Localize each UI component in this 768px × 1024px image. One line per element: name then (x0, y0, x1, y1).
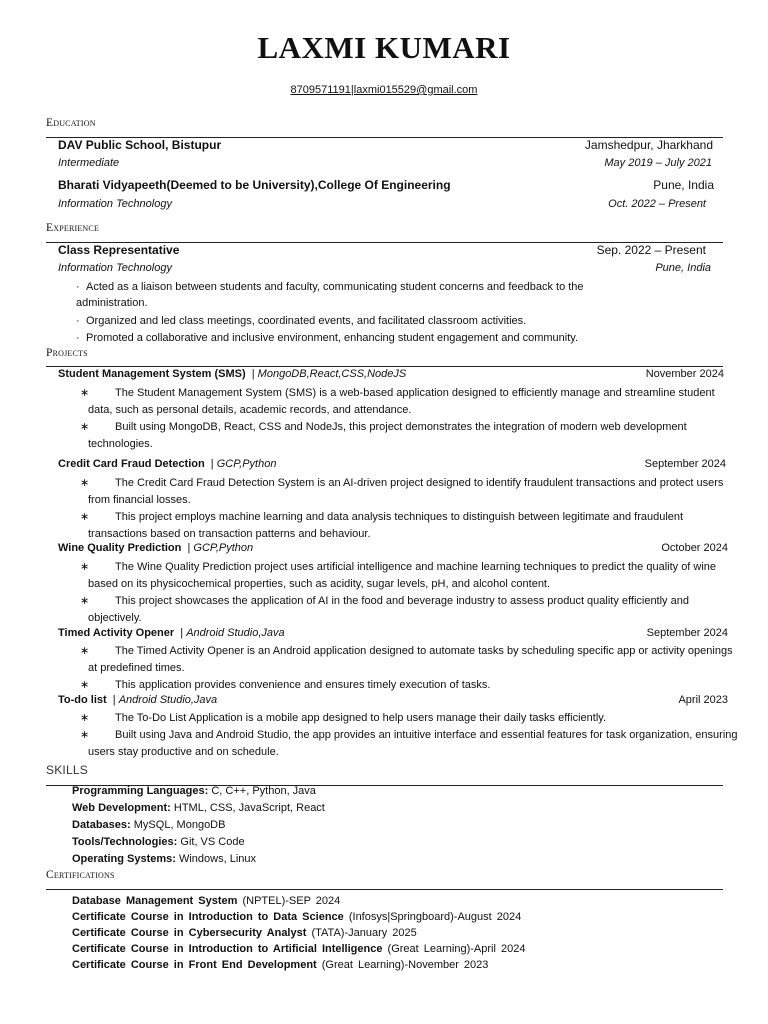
skill-row: Operating Systems: Windows, Linux (72, 853, 257, 865)
education-dates: May 2019 – July 2021 (604, 157, 712, 169)
experience-dates: Sep. 2022 – Present (596, 243, 706, 257)
education-school: Bharati Vidyapeeth(Deemed to be University),College Of Engineering (58, 178, 451, 192)
certification-row: Certificate Course in Introduction to Data Science (Infosys|Springboard)-August 2024 (72, 911, 522, 923)
project-bullet: The To-Do List Application is a mobile app designed to help users manage their daily tasks efficiently. (115, 712, 606, 724)
experience-org: Information Technology (58, 262, 172, 274)
contact-line (0, 84, 768, 96)
section-rule (46, 366, 723, 367)
skill-row: Programming Languages: C, C++, Python, Java (72, 785, 316, 797)
project-header: Wine Quality Prediction | GCP,Python (58, 542, 254, 554)
experience-role: Class Representative (58, 243, 180, 257)
section-heading-certifications: Certifications (46, 869, 115, 881)
project-date: September 2024 (644, 458, 726, 470)
project-bullet: This project showcases the application of AI in the food and beverage industry to assess product quality efficiently and objectively. (88, 595, 689, 624)
section-heading-experience: Experience (46, 222, 100, 234)
project-bullet: The Timed Activity Opener is an Android application designed to automate tasks by scheduling specific app or activity openings at predefined times. (88, 645, 733, 674)
education-degree: Information Technology (58, 198, 172, 210)
bullet-icon: ∗ (80, 595, 90, 607)
education-location: Jamshedpur, Jharkhand (584, 138, 713, 152)
bullet-icon: ∗ (80, 679, 90, 691)
bullet-icon: ∗ (80, 421, 90, 433)
skill-row: Tools/Technologies: Git, VS Code (72, 836, 245, 848)
project-header: To-do list | Android Studio,Java (58, 694, 218, 706)
project-bullet: Built using MongoDB, React, CSS and NodeJs, this project demonstrates the integration of modern web development technologies. (88, 421, 687, 450)
project-bullet: The Wine Quality Prediction project uses artificial intelligence and machine learning techniques to predict the quality of wine based on its physicochemical properties, such as acidity, sugar levels, pH, and alcohol content. (88, 561, 717, 590)
project-date: April 2023 (678, 694, 728, 706)
certification-row: Certificate Course in Cybersecurity Analyst (TATA)-January 2025 (72, 927, 417, 939)
project-bullet: This application provides convenience and ensures timely execution of tasks. (115, 679, 491, 691)
education-location: Pune, India (653, 178, 714, 192)
contact-separator: | (350, 84, 354, 96)
phone-link[interactable]: 8709571191 (290, 84, 351, 96)
certification-row: Certificate Course in Introduction to Artificial Intelligence (Great Learning)-April 2024 (72, 943, 526, 955)
project-bullet: This project employs machine learning and data analysis techniques to distinguish between legitimate and fraudulent transactions based on transaction patterns and behaviour. (88, 511, 684, 540)
project-date: September 2024 (646, 627, 728, 639)
bullet-icon: ∗ (80, 712, 90, 724)
experience-bullet: · Organized and led class meetings, coordinated events, and facilitated classroom activities. (76, 315, 527, 327)
section-heading-projects: Projects (46, 347, 88, 359)
bullet-icon: ∗ (80, 645, 90, 657)
section-heading-skills: SKILLS (46, 763, 88, 777)
experience-location: Pune, India (655, 262, 711, 274)
experience-bullet: · Promoted a collaborative and inclusive environment, enhancing student engagement and community. (76, 332, 579, 344)
education-school: DAV Public School, Bistupur (58, 138, 222, 152)
bullet-icon: ∗ (80, 561, 90, 573)
certification-row: Certificate Course in Front End Development (Great Learning)-November 2023 (72, 959, 489, 971)
project-bullet: The Credit Card Fraud Detection System is an AI-driven project designed to identify fraudulent transactions and protect users from financial losses. (88, 477, 724, 506)
resume-name: LAXMI KUMARI (257, 30, 511, 65)
bullet-icon: ∗ (80, 387, 90, 399)
project-header: Credit Card Fraud Detection | GCP,Python (58, 458, 277, 470)
project-date: November 2024 (645, 368, 724, 380)
certification-row: Database Management System (NPTEL)-SEP 2024 (72, 895, 341, 907)
project-date: October 2024 (661, 542, 728, 554)
section-rule (46, 889, 723, 890)
project-header: Student Management System (SMS) | MongoDB,React,CSS,NodeJS (58, 368, 407, 380)
project-bullet: The Student Management System (SMS) is a web-based application designed to efficiently manage and streamline student data, such as personal details, academic records, and attendance. (88, 387, 715, 416)
experience-bullet: · Acted as a liaison between students and faculty, communicating student concerns and feedback to the administration. (76, 281, 584, 309)
email-link[interactable]: laxmi015529@gmail.com (353, 84, 478, 96)
skill-row: Web Development: HTML, CSS, JavaScript, React (72, 802, 325, 814)
bullet-icon: ∗ (80, 511, 90, 523)
bullet-icon: ∗ (80, 729, 90, 741)
skill-row: Databases: MySQL, MongoDB (72, 819, 226, 831)
section-heading-education: Education (46, 117, 96, 129)
education-dates: Oct. 2022 – Present (608, 198, 706, 210)
bullet-icon: ∗ (80, 477, 90, 489)
education-degree: Intermediate (58, 157, 120, 169)
project-header: Timed Activity Opener | Android Studio,Java (58, 627, 285, 639)
project-bullet: Built using Java and Android Studio, the app provides an intuitive interface and essential features for task organization, ensuring users stay productive and on schedule. (88, 729, 738, 758)
